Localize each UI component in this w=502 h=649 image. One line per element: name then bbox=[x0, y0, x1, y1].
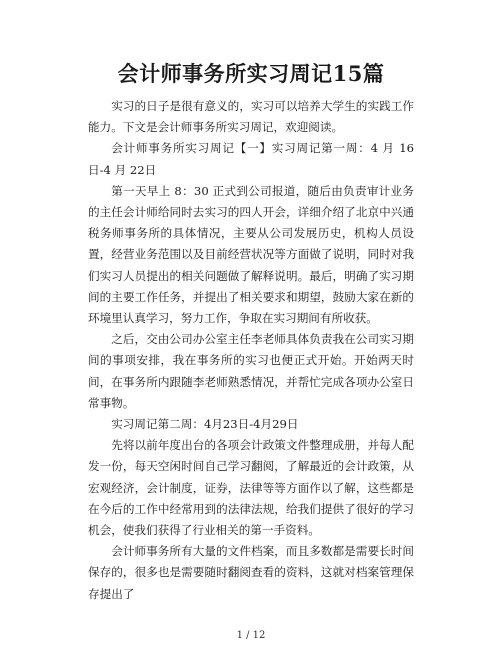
document-body bbox=[88, 96, 414, 605]
paragraph: 第一天早上 8：30 正式到公司报道，随后由负责审计业务的主任会计师给同时去实习的四人开会，详细介绍了北京中兴通税务师事务所的具体情况，主要从公司发展历史，机构人员设置，经营业务范围以及目前经营状况等方面做了说明，同时对我们实习人员提出的相关问题做了解释说明。最后，明确了实习期间的主要工作任务，并提出了相关要求和期望，鼓励大家在新的环境里认真学习，努力工作，争取在实习期间有所收获。 bbox=[88, 183, 414, 326]
paragraph: 先将以前年度出台的各项会计政策文件整理成册，并每人配发一份，每天空闲时间自己学习翻阅，了解最近的会计政策，从宏观经济，会计制度，证券，法律等等方面作以了解，这些都是在今后的工作中经常用到的法律法规，给我们提供了很好的学习机会，使我们获得了行业相关的第一手资料。 bbox=[88, 438, 414, 538]
paragraph: 实习周记第二周：4月23日-4月29日 bbox=[111, 417, 299, 432]
document-title: 会计师事务所实习周记15篇 bbox=[117, 61, 385, 86]
page-number: 1 / 12 bbox=[236, 630, 266, 641]
paragraph: 实习的日子是很有意义的，实习可以培养大学生的实践工作能力。下文是会计师事务所实习周记，欢迎阅读。 bbox=[88, 99, 414, 135]
paragraph: 会计师事务所有大量的文件档案，而且多数都是需要长时间保存的，很多也是需要随时翻阅查看的资料，这就对档案管理保存提出了 bbox=[88, 544, 414, 601]
paragraph: 会计师事务所实习周记【一】实习周记第一周：4 月 16 日-4 月 22日 bbox=[88, 141, 414, 177]
paragraph: 之后，交由公司办公室主任李老师具体负责我在公司实习期间的事项安排，我在事务所的实习也便正式开始。开始两天时间，在事务所内跟随李老师熟悉情况，并帮忙完成各项办公室日常事物。 bbox=[88, 332, 414, 410]
